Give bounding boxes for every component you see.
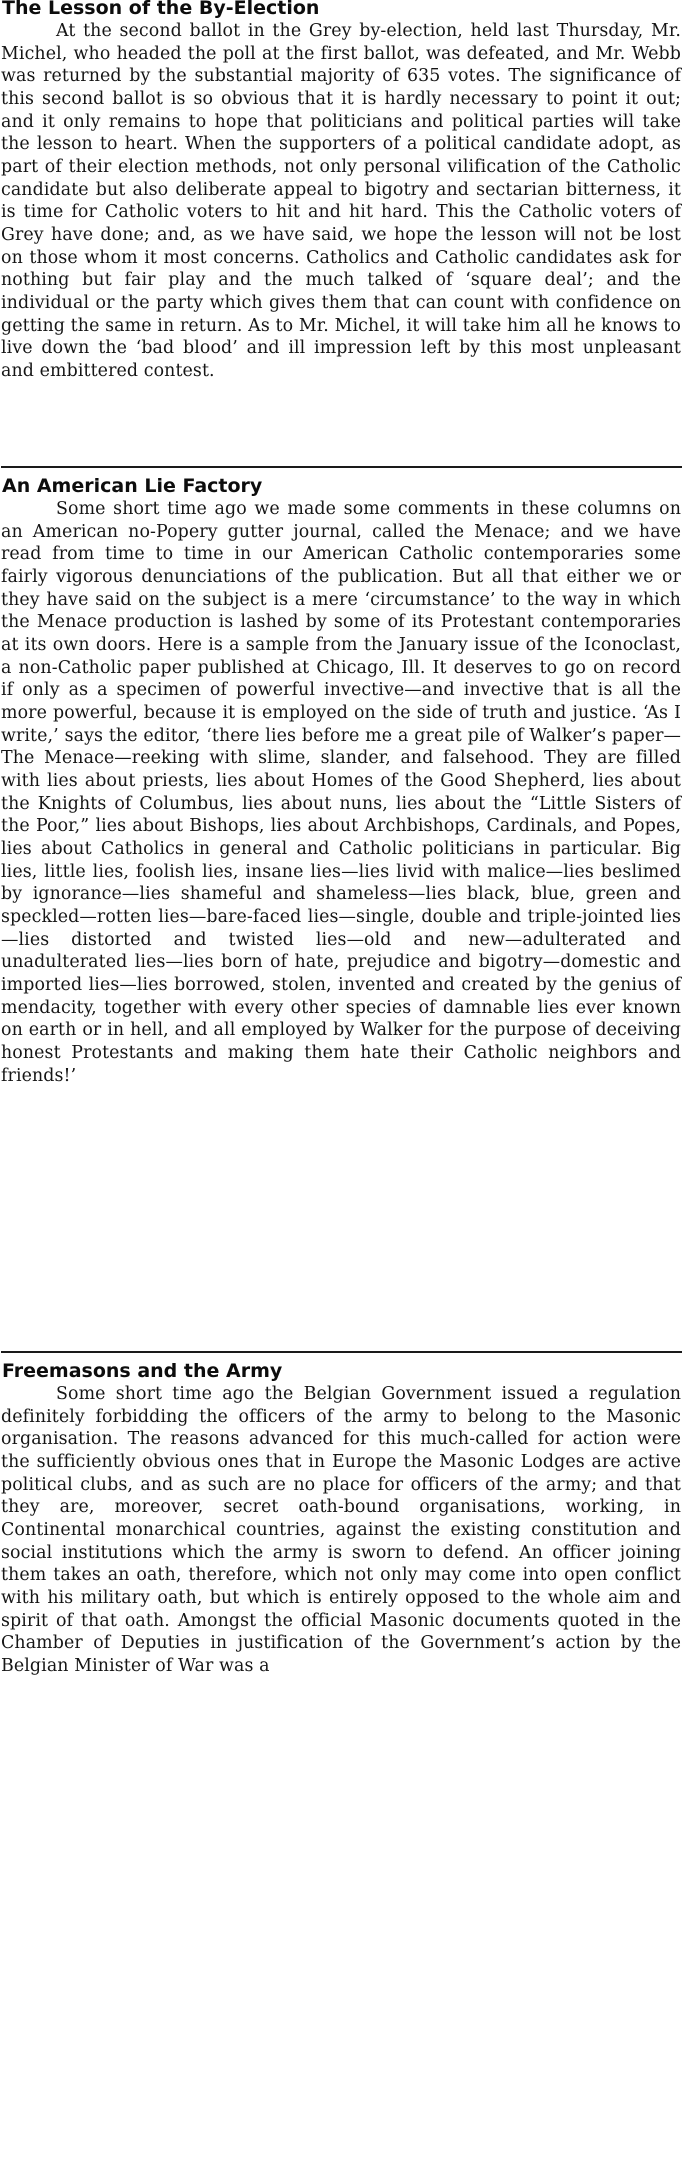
article-body: Some short time ago the Belgian Government issued a regulation definitely forbidding the officers of the army to belong to the Masonic organisation. The reasons advanced for this much-called for action were the sufficiently obvious ones that in Europe the Masonic Lodges are active political clubs, and as such are no place for officers of the army; and that they are, moreover, secret oath-bound organisations, working, in Continental monarchical countries, against the existing constitution and social institutions which the army is sworn to defend. An officer joining them takes an oath, therefore, which not only may come into open conflict with his military oath, but which is entirely opposed to the whole aim and spirit of that oath. Amongst the official Masonic documents quoted in the Chamber of Deputies in justification of the Government’s action by the Belgian Minister of War was a	[1, 1384, 681, 1677]
section-divider	[1, 1351, 682, 1353]
article-body: Some short time ago we made some comments in these columns on an American no-Popery gutter journal, called the Menace; and we have read from time to time in our American Catholic contemporaries some fairly vigorous denunciations of the publication. But all that either we or they have said on the subject is a mere ‘circumstance’ to the way in which the Menace production is lashed by some of its Protestant contemporaries at its own doors. Here is a sample from the January issue of the Iconoclast, a non-Catholic paper published at Chicago, Ill. It deserves to go on record if only as a specimen of powerful invective—and invective that is all the more powerful, because it is employed on the side of truth and justice. ‘As I write,’ says the editor, ‘there lies before me a great pile of Walker’s paper—The Menace—reeking with slime, slander, and falsehood. They are filled with lies about priests, lies about Homes of the Good Shepherd, lies about the Knights of Columbus, lies about nuns, lies about the “Little Sisters of the Poor,” lies about Bishops, lies about Archbishops, Cardinals, and Popes, lies about Catholics in general and Catholic politicians in particular. Big lies, little lies, foolish lies, insane lies—lies livid with malice—lies beslimed by ignorance—lies shameful and shameless—lies black, blue, green and speckled—rotten lies—bare-faced lies—single, double and triple-jointed lies—lies distorted and twisted lies—old and new—adulterated and unadulterated lies—lies born of hate, prejudice and bigotry—domestic and imported lies—lies borrowed, stolen, invented and created by the genius of mendacity, together with every other species of damnable lies ever known on earth or in hell, and all employed by Walker for the purpose of deceiving honest Protestants and making them hate their Catholic neighbors and friends!’	[1, 499, 681, 1086]
section-divider	[1, 466, 682, 468]
article-body: At the second ballot in the Grey by-election, held last Thursday, Mr. Michel, who headed the poll at the first ballot, was defeated, and Mr. Webb was returned by the substantial majority of 635 votes. The significance of this second ballot is so obvious that it is hardly necessary to point it out; and it only remains to hope that politicians and political parties will take the lesson to heart. When the supporters of a political candidate adopt, as part of their election methods, not only personal vilification of the Catholic candidate but also deliberate appeal to bigotry and sectarian bitterness, it is time for Catholic voters to hit and hit hard. This the Catholic voters of Grey have done; and, as we have said, we hope the lesson will not be lost on those whom it most concerns. Catholics and Catholic candidates ask for nothing but fair play and the much talked of ‘square deal’; and the individual or the party which gives them that can count with confidence on getting the same in return. As to Mr. Michel, it will take him all he knows to live down the ‘bad blood’ and ill impression left by this most unpleasant and embittered contest.	[1, 21, 681, 382]
article-title: Freemasons and the Army	[2, 1360, 283, 1382]
article-title: The Lesson of the By-Election	[2, 0, 320, 19]
article-title: An American Lie Factory	[2, 475, 263, 497]
